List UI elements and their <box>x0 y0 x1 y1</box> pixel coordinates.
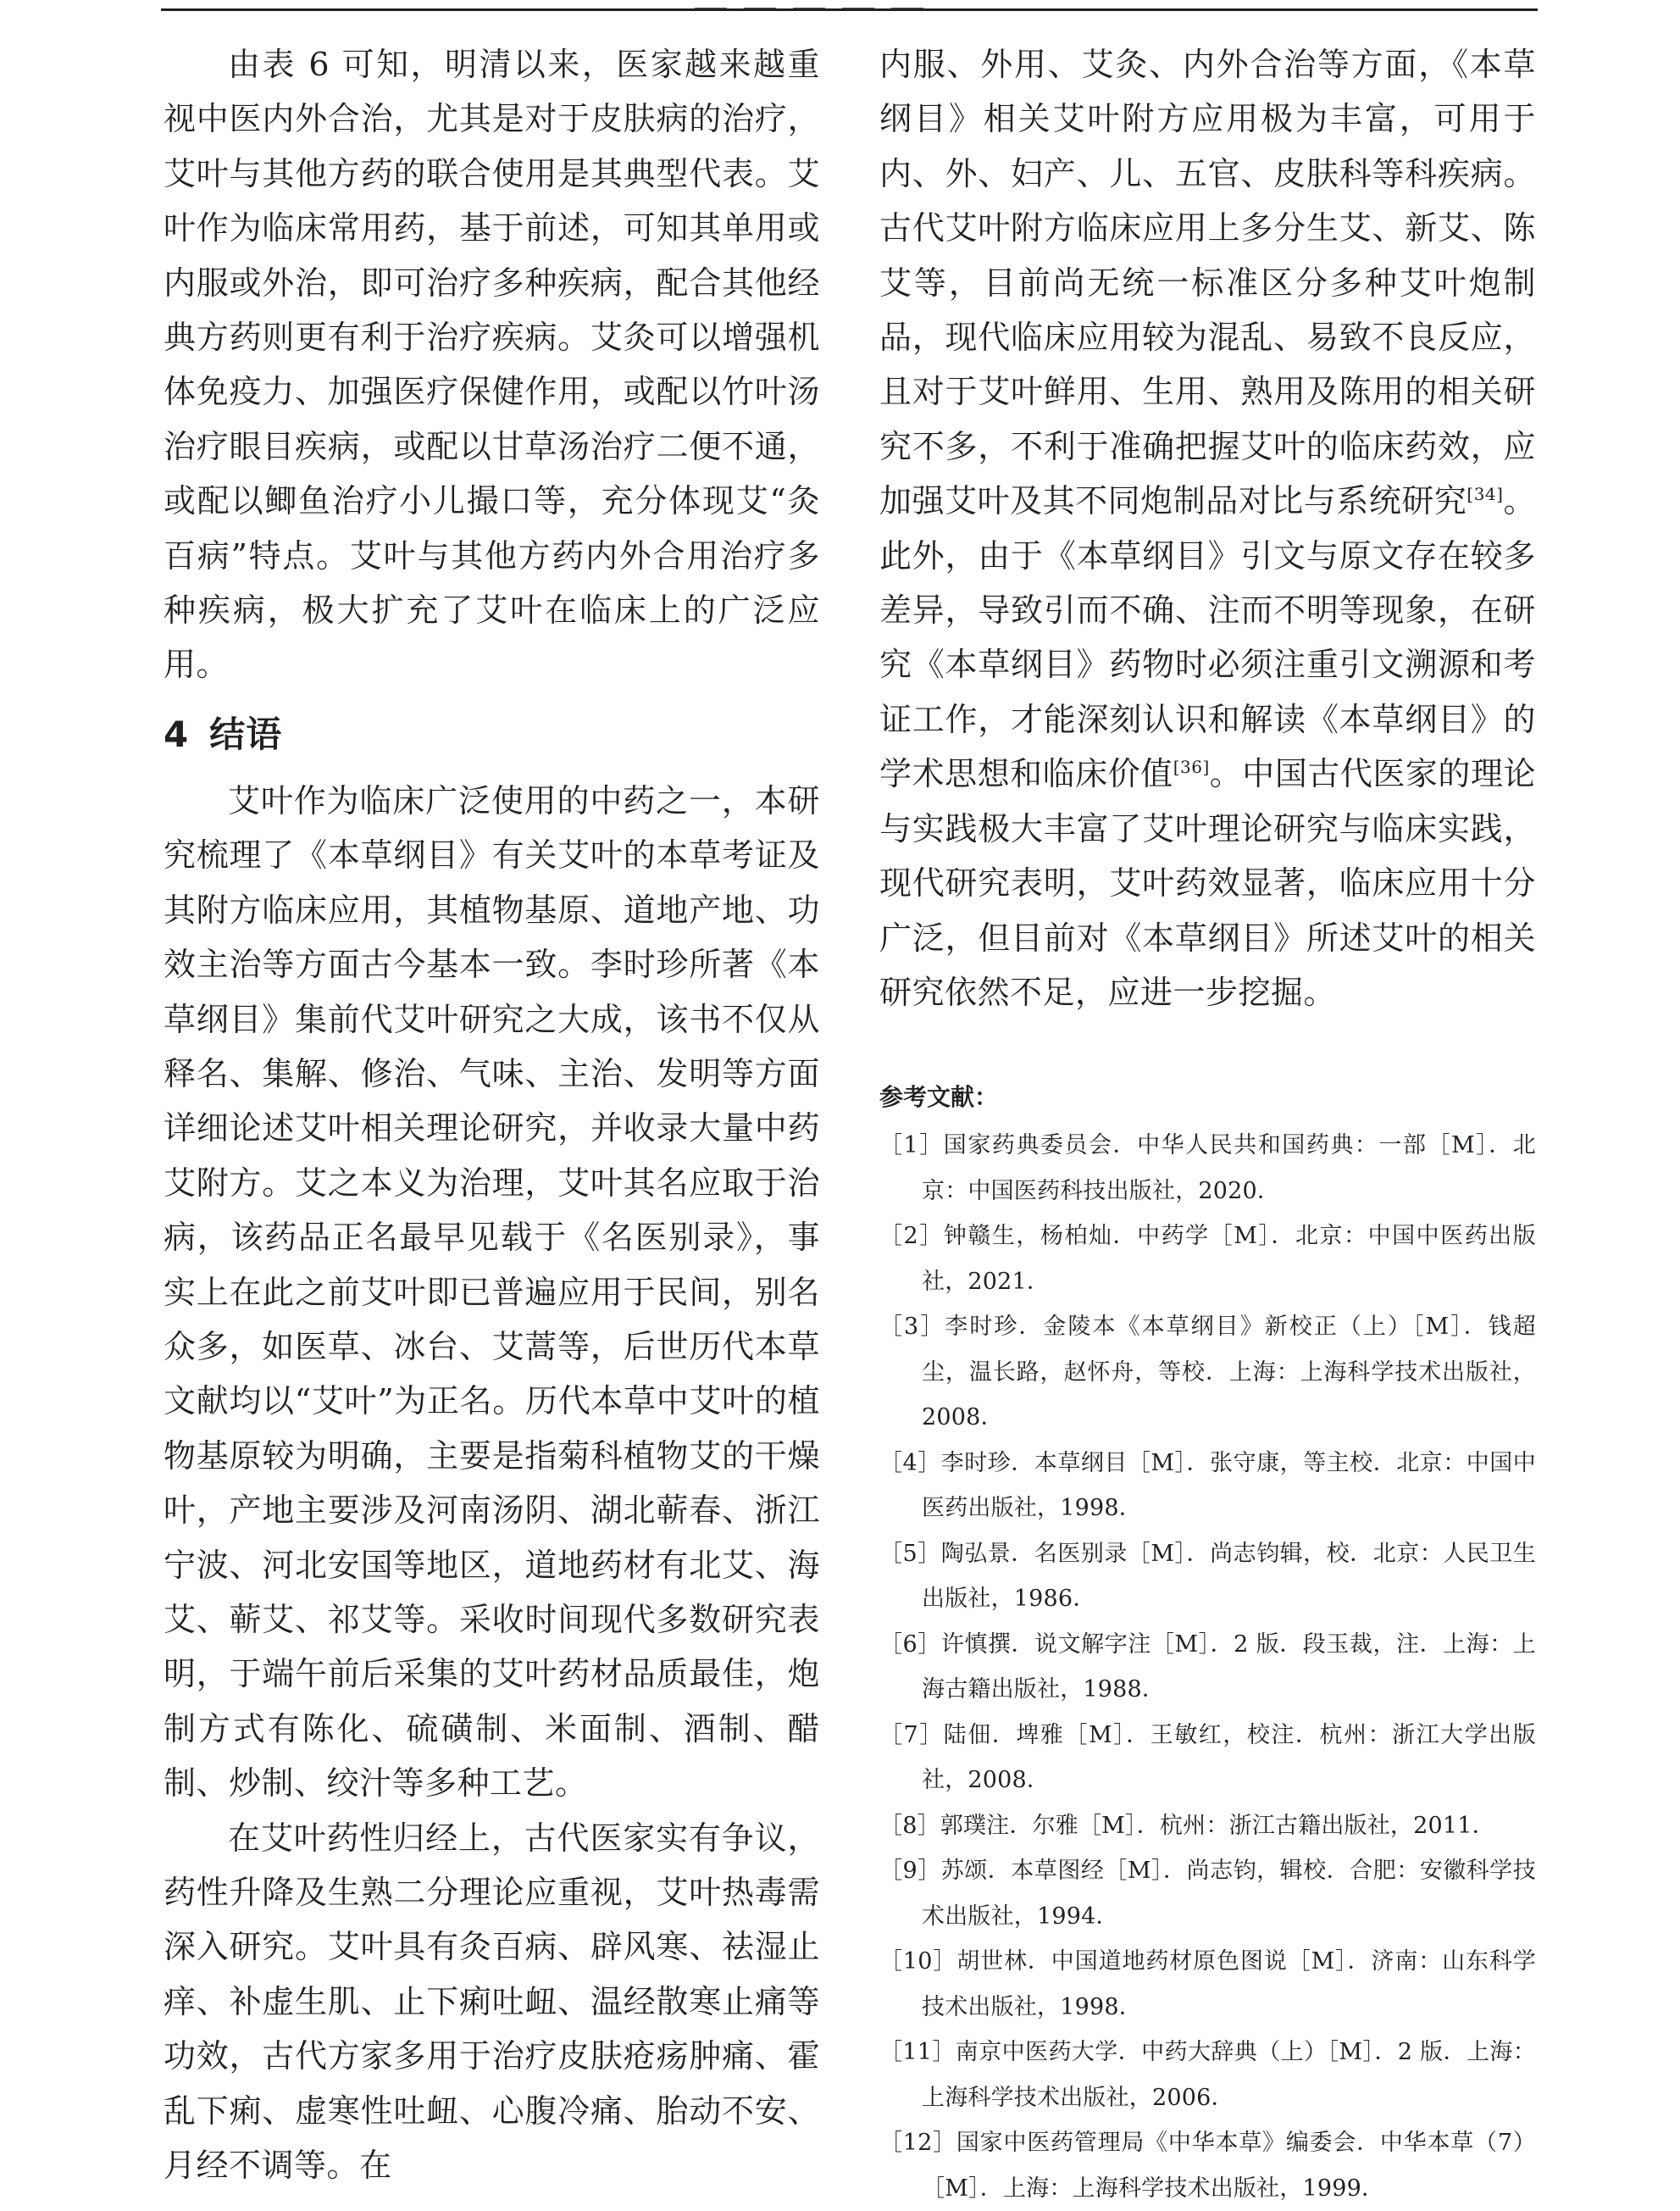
reference-item-5: ［5］陶弘景．名医别录［M］．尚志钧辑，校．北京：人民卫生出版社，1986． <box>879 1540 1536 1613</box>
reference-item-6: ［6］许慎撰．说文解字注［M］．2 版．段玉裁，注．上海：上海古籍出版社，1988． <box>879 1630 1536 1703</box>
reference-item-1: ［1］国家药典委员会．中华人民共和国药典：一部［M］．北京：中国医药科技出版社，2020． <box>879 1132 1536 1204</box>
section-title: 结语 <box>209 713 283 755</box>
reference-item-9: ［9］苏颂．本草图经［M］．尚志钧，辑校．合肥：安徽科学技术出版社，1994． <box>879 1858 1536 1930</box>
reference-item-11: ［11］南京中医药大学．中药大辞典（上）［M］．2 版．上海：上海科学技术出版社，2006． <box>879 2039 1536 2111</box>
reference-item-10: ［10］胡世林．中国道地药材原色图说［M］．济南：山东科学技术出版社，1998． <box>879 1948 1536 2020</box>
left-column <box>164 37 820 2192</box>
reference-item-12: ［12］国家中医药管理局《中华本草》编委会．中华本草（7）［M］．上海：上海科学技术出版社，1999． <box>879 2130 1536 2202</box>
reference-item-8: ［8］郭璞注．尔雅［M］．杭州：浙江古籍出版社，2011． <box>879 1812 1495 1839</box>
paragraph-text-part3: 。中国古代医家的理论与实践极大丰富了艾叶理论研究与临床实践，现代研究表明，艾叶药效显著，临床应用十分广泛，但目前对《本草纲目》所述艾叶的相关研究依然不足，应进一步挖掘。 <box>879 755 1536 1011</box>
paragraph-conclusion-continued <box>879 37 1536 1019</box>
paragraph-conclusion-overview: 艾叶作为临床广泛使用的中药之一，本研究梳理了《本草纲目》有关艾叶的本草考证及其附方临床应用，其植物基原、道地产地、功效主治等方面古今基本一致。李时珍所著《本草纲目》集前代艾叶研究之大成，该书不仅从释名、集解、修治、气味、主治、发明等方面详细论述艾叶相关理论研究，并收录大量中药艾附方。艾之本义为治理，艾叶其名应取于治病，该药品正名最早见载于《名医别录》，事实上在此之前艾叶即已普遍应用于民间，别名众多，如医草、冰台、艾蒿等，后世历代本草文献均以“艾叶”为正名。历代本草中艾叶的植物基原较为明确，主要是指菊科植物艾的干燥叶，产地主要涉及河南汤阴、湖北蕲春、浙江宁波、河北安国等地区，道地药材有北艾、海艾、蕲艾、祁艾等。采收时间现代多数研究表明，于端午前后采集的艾叶药材品质最佳，炮制方式有陈化、硫磺制、米面制、酒制、醋制、炒制、绞汁等多种工艺。 <box>164 781 820 1803</box>
section-heading-conclusion <box>164 708 820 762</box>
section-number: 4 <box>164 713 190 755</box>
header-rule <box>161 8 1538 11</box>
reference-item-3: ［3］李时珍．金陵本《本草纲目》新校正（上）［M］．钱超尘，温长路，赵怀舟，等校．上海：上海科学技术出版社，2008． <box>879 1314 1536 1431</box>
reference-item-2: ［2］钟赣生，杨柏灿．中药学［M］．北京：中国中医药出版社，2021． <box>879 1223 1536 1295</box>
right-column <box>879 37 1536 2211</box>
paragraph-conclusion-properties: 在艾叶药性归经上，古代医家实有争议，药性升降及生熟二分理论应重视，艾叶热毒需深入研究。艾叶具有灸百病、辟风寒、祛湿止痒、补虚生肌、止下痢吐衄、温经散寒止痛等功效，古代方家多用于治疗皮肤疮疡肿痛、霍乱下痢、虚寒性吐衄、心腹冷痛、胎动不安、月经不调等。在 <box>164 1819 820 2185</box>
citation-34: [34] <box>1467 484 1504 505</box>
header-running-title-cropped <box>695 0 966 8</box>
citation-36: [36] <box>1173 757 1210 778</box>
references-title: 参考文献： <box>879 1083 999 1112</box>
references-list <box>879 1123 1536 2211</box>
reference-item-4: ［4］李时珍．本草纲目［M］．张守康，等主校．北京：中国中医药出版社，1998． <box>879 1449 1536 1522</box>
paragraph-text-part2: 。此外，由于《本草纲目》引文与原文存在较多差异，导致引而不确、注而不明等现象，在研究《本草纲目》药物时必须注重引文溯源和考证工作，才能深刻认识和解读《本草纲目》的学术思想和临床价值 <box>879 482 1536 793</box>
paragraph-table6-summary: 由表 6 可知，明清以来，医家越来越重视中医内外合治，尤其是对于皮肤病的治疗，艾叶与其他方药的联合使用是其典型代表。艾叶作为临床常用药，基于前述，可知其单用或内服或外治，即可治疗多种疾病，配合其他经典方药则更有利于治疗疾病。艾灸可以增强机体免疫力、加强医疗保健作用，或配以竹叶汤治疗眼目疾病，或配以甘草汤治疗二便不通，或配以鲫鱼治疗小儿撮口等，充分体现艾“灸百病”特点。艾叶与其他方药内外合用治疗多种疾病，极大扩充了艾叶在临床上的广泛应用。 <box>164 46 820 684</box>
paragraph-text-part1: 内服、外用、艾灸、内外合治等方面，《本草纲目》相关艾叶附方应用极为丰富，可用于内、外、妇产、儿、五官、皮肤科等科疾病。古代艾叶附方临床应用上多分生艾、新艾、陈艾等，目前尚无统一标准区分多种艾叶炮制品，现代临床应用较为混乱、易致不良反应，且对于艾叶鲜用、生用、熟用及陈用的相关研究不多，不利于准确把握艾叶的临床药效，应加强艾叶及其不同炮制品对比与系统研究 <box>879 46 1536 520</box>
reference-item-7: ［7］陆佃．埤雅［M］．王敏红，校注．杭州：浙江大学出版社，2008． <box>879 1721 1536 1794</box>
